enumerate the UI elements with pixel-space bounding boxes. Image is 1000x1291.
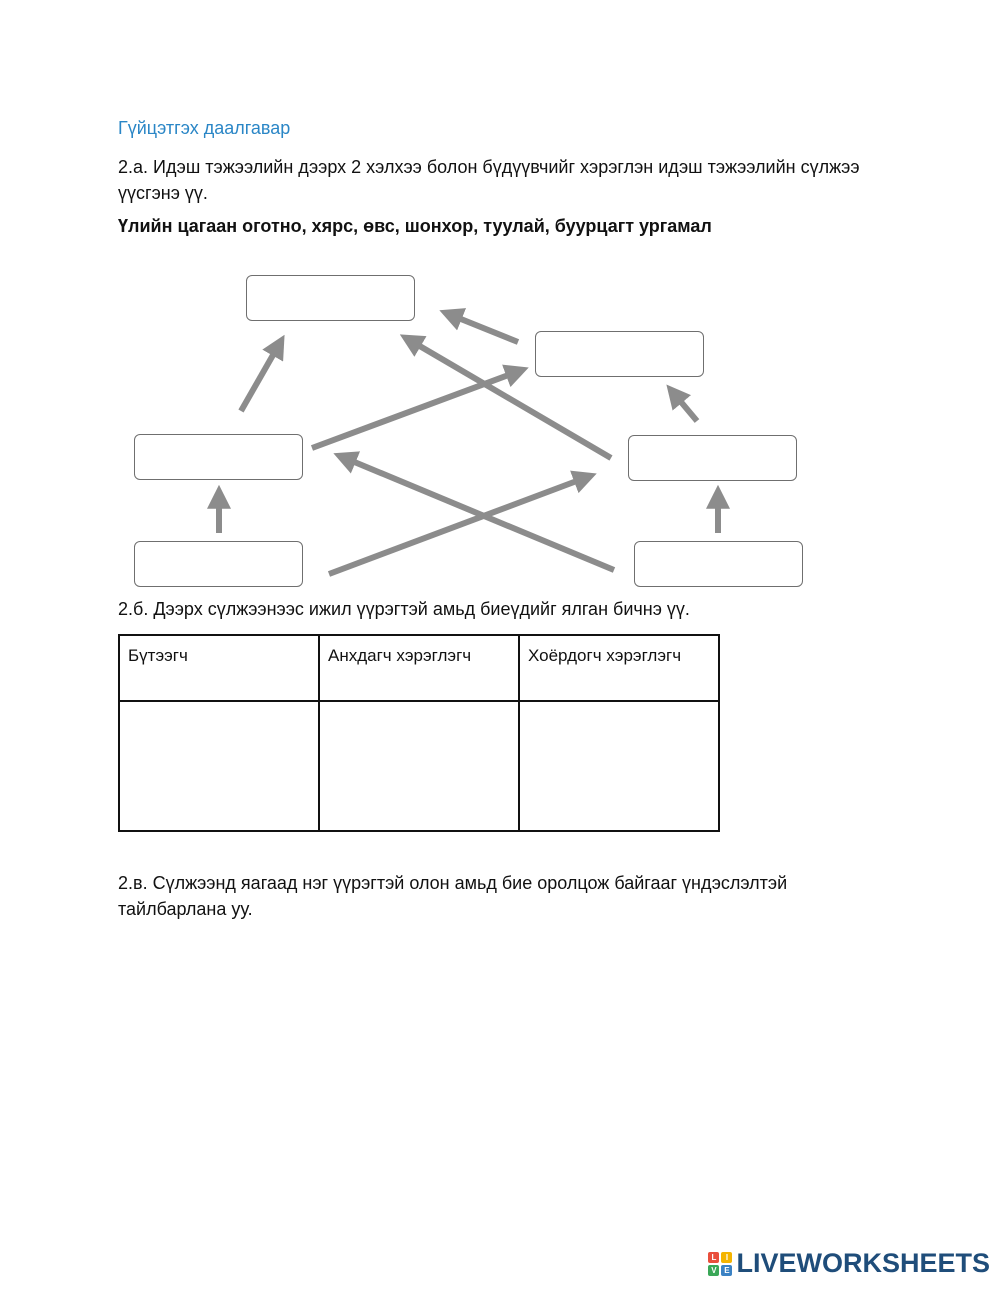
arrow-left-bottom-to-right-middle	[329, 476, 590, 574]
answer-cell-secondary-consumer[interactable]	[519, 701, 719, 831]
header-primary-consumer: Анхдагч хэрэглэгч	[319, 635, 519, 701]
food-web-box-left-bottom[interactable]	[134, 541, 303, 587]
liveworksheets-brand	[708, 1248, 990, 1279]
liveworksheets-logo-icon	[708, 1252, 732, 1276]
food-web-box-top[interactable]	[246, 275, 415, 321]
logo-letter: V	[708, 1265, 719, 1276]
food-web-box-right-middle[interactable]	[628, 435, 797, 481]
role-table-header-row	[119, 635, 719, 701]
section-title: Гүйцэтгэх даалгавар	[118, 118, 291, 138]
arrow-right-middle-to-right-upper	[671, 390, 697, 421]
organism-word-list: Үлийн цагаан оготно, хярс, өвс, шонхор, туулай, буурцагт ургамал	[118, 216, 712, 236]
food-web-box-right-upper[interactable]	[535, 331, 704, 377]
task-a-instruction: 2.а. Идэш тэжээлийн дээрх 2 хэлхээ болон бүдүүвчийг хэрэглэн идэш тэжээлийн сүлжээ үүсгэнэ үү.	[118, 157, 860, 203]
answer-cell-primary-consumer[interactable]	[319, 701, 519, 831]
logo-letter: L	[708, 1252, 719, 1263]
logo-letter: E	[721, 1265, 732, 1276]
task-c-instruction: 2.в. Сүлжээнд яагаад нэг үүрэгтэй олон амьд бие оролцож байгааг үндэслэлтэй тайлбарлана уу.	[118, 873, 788, 919]
food-web-diagram	[0, 260, 1000, 590]
arrow-left-middle-to-right-upper	[312, 370, 522, 448]
logo-letter: I	[721, 1252, 732, 1263]
role-table-answer-row	[119, 701, 719, 831]
food-web-box-right-bottom[interactable]	[634, 541, 803, 587]
header-producer: Бүтээгч	[119, 635, 319, 701]
answer-cell-producer[interactable]	[119, 701, 319, 831]
role-table	[118, 634, 720, 832]
task-b-instruction: 2.б. Дээрх сүлжээнээс ижил үүрэгтэй амьд биеүдийг ялган бичнэ үү.	[118, 599, 690, 619]
arrow-right-upper-to-top	[446, 313, 518, 342]
food-web-box-left-middle[interactable]	[134, 434, 303, 480]
header-secondary-consumer: Хоёрдогч хэрэглэгч	[519, 635, 719, 701]
brand-name: LIVEWORKSHEETS	[736, 1248, 990, 1278]
arrow-left-middle-to-top	[241, 341, 281, 411]
